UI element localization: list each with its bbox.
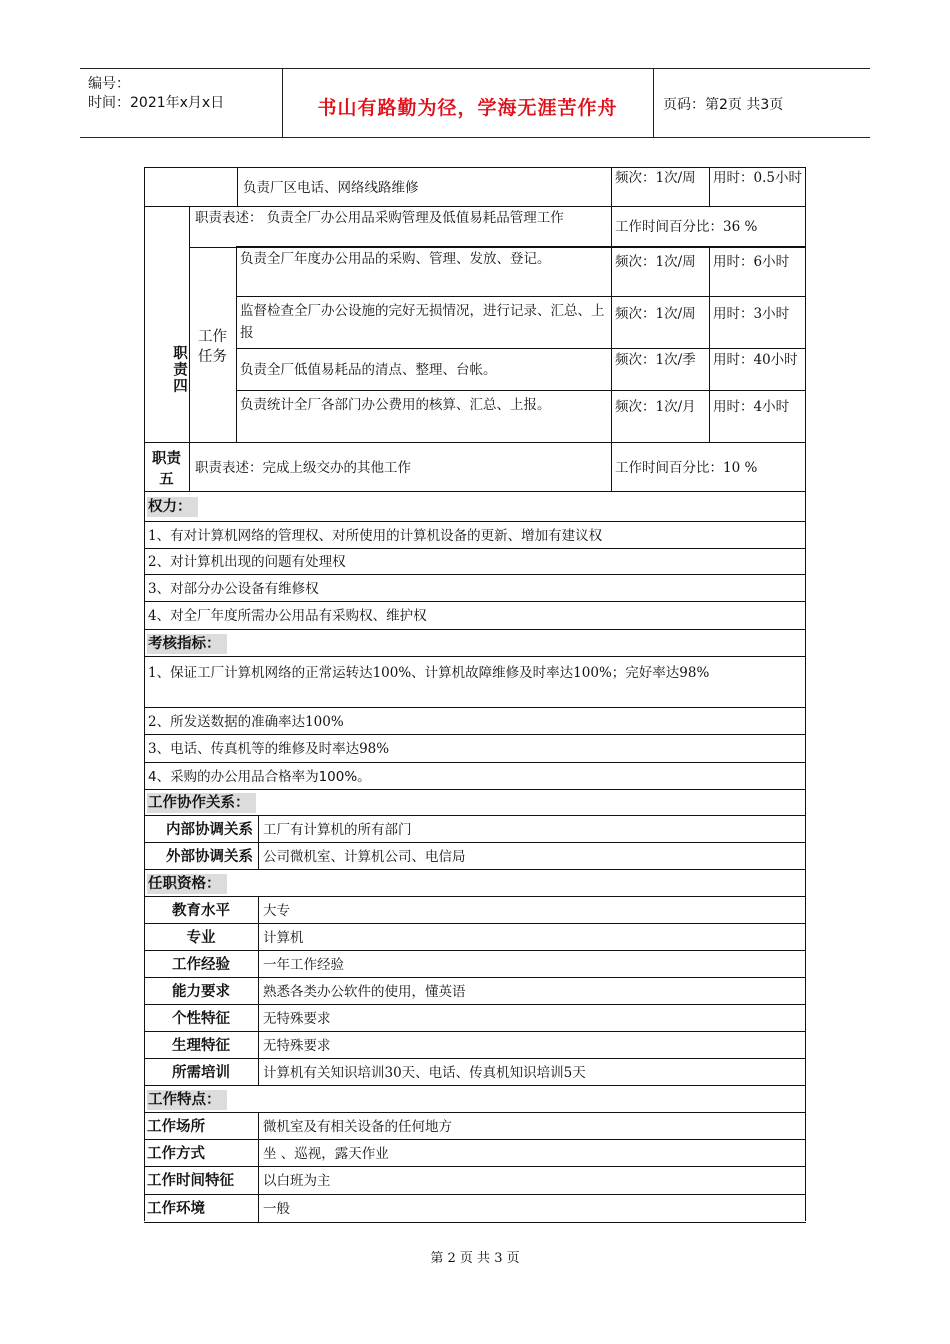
relations-section-header [144, 789, 806, 816]
table-row [144, 896, 806, 924]
kpi-title-text: 考核指标： [147, 634, 227, 654]
power-item-4: 4、对全厂年度所需办公用品有采购权、维护权 [148, 608, 427, 624]
table-row [144, 842, 806, 870]
task-row [237, 296, 806, 349]
page-footer: 第 2 页 共 3 页 [430, 1251, 520, 1266]
task-duration: 用时：40小时 [709, 349, 806, 391]
education-value: 大专 [258, 897, 806, 924]
physical-label: 生理特征 [172, 1037, 230, 1054]
work-mode-value: 坐 、巡视，露天作业 [258, 1140, 806, 1167]
work-environment-label: 工作环境 [147, 1200, 205, 1217]
experience-value: 一年工作经验 [258, 951, 806, 978]
task-text: 负责厂区电话、网络线路维修 [237, 168, 611, 207]
duty-5-label-text: 职责五 [152, 451, 181, 488]
work-task-label [189, 247, 237, 443]
internal-relations-value: 工厂有计算机的所有部门 [258, 816, 806, 843]
task-duration: 用时：3小时 [709, 297, 806, 349]
ability-value: 熟悉各类办公软件的使用，懂英语 [258, 978, 806, 1005]
duty-5-description: 职责表述：完成上级交办的其他工作 [189, 443, 611, 492]
work-task-label-text: 工作任务 [198, 329, 227, 365]
features-title [144, 1086, 806, 1113]
relations-title [144, 790, 806, 816]
task-text: 负责统计全厂各部门办公费用的核算、汇总、上报。 [240, 397, 551, 413]
task-frequency: 频次：1次/季 [611, 349, 709, 391]
document-date-label: 时间：2021年x月x日 [88, 95, 225, 111]
list-item [144, 521, 806, 549]
power-item-1: 1、有对计算机网络的管理权、对所使用的计算机设备的更新、增加有建议权 [148, 527, 603, 544]
table-row [144, 815, 806, 843]
work-mode-label: 工作方式 [147, 1145, 205, 1162]
page-header [80, 68, 870, 138]
table-row [144, 977, 806, 1005]
kpi-item-1: 1、保证工厂计算机网络的正常运转达100%、计算机故障维修及时率达100%；完好率达98% [148, 665, 710, 681]
duty-5-percent: 工作时间百分比：10 % [611, 443, 806, 492]
work-hours-value: 以白班为主 [258, 1167, 806, 1195]
list-item [144, 762, 806, 790]
header-motto: 书山有路勤为径，学海无涯苦作舟 [317, 97, 618, 119]
table-row [144, 1166, 806, 1195]
duty-5-row [144, 442, 806, 492]
duty-4-description: 职责表述： 负责全厂办公用品采购管理及低值易耗品管理工作 [189, 207, 611, 247]
task-row [237, 348, 806, 391]
duty-task-row [144, 167, 806, 207]
personality-value: 无特殊要求 [258, 1005, 806, 1032]
header-page-info: 页码：第2页 共3页 [663, 97, 784, 113]
kpi-title [144, 630, 806, 657]
table-row [144, 1031, 806, 1059]
task-row [237, 246, 806, 297]
table-row [144, 1112, 806, 1140]
workplace-value: 微机室及有相关设备的任何地方 [258, 1113, 806, 1140]
kpi-section-header [144, 629, 806, 657]
duty-4-percent: 工作时间百分比：36 % [611, 207, 806, 247]
table-row [144, 950, 806, 978]
power-item-3: 3、对部分办公设备有维修权 [148, 580, 319, 597]
training-value: 计算机有关知识培训30天、电话、传真机知识培训5天 [258, 1059, 806, 1086]
ability-label: 能力要求 [172, 983, 230, 1000]
duty-4-label: 职责四 [171, 345, 187, 395]
table-row [144, 1194, 806, 1223]
list-item [144, 734, 806, 763]
task-row [237, 390, 806, 443]
training-label: 所需培训 [172, 1064, 230, 1081]
kpi-item-4: 4、采购的办公用品合格率为100%。 [148, 768, 371, 785]
workplace-label: 工作场所 [147, 1118, 205, 1135]
task-text: 负责全厂年度办公用品的采购、管理、发放、登记。 [240, 251, 551, 267]
power-title-text: 权力： [147, 497, 198, 517]
power-item-2: 2、对计算机出现的问题有处理权 [148, 554, 346, 570]
kpi-item-3: 3、电话、传真机等的维修及时率达98% [148, 741, 390, 757]
personality-label: 个性特征 [172, 1010, 230, 1027]
duty-5-label [144, 443, 189, 492]
qualifications-title [144, 870, 806, 897]
list-item [144, 601, 806, 630]
list-item [144, 548, 806, 575]
qualifications-title-text: 任职资格： [147, 874, 227, 894]
document-number-label: 编号： [88, 76, 130, 92]
task-duration: 用时：6小时 [709, 247, 806, 297]
table-row [144, 1139, 806, 1167]
features-section-header [144, 1085, 806, 1113]
education-label: 教育水平 [172, 902, 230, 919]
kpi-item-2: 2、所发送数据的准确率达100% [148, 713, 344, 730]
task-duration: 用时：4小时 [709, 391, 806, 443]
task-text: 负责全厂低值易耗品的清点、整理、台帐。 [240, 362, 497, 378]
list-item [144, 656, 806, 708]
external-relations-label: 外部协调关系 [166, 848, 253, 865]
power-section-header [144, 491, 806, 522]
work-environment-value: 一般 [258, 1195, 806, 1222]
header-divider [653, 69, 654, 137]
task-frequency: 频次：1次/周 [611, 168, 709, 207]
task-frequency: 频次：1次/周 [611, 247, 709, 297]
list-item [144, 707, 806, 735]
task-text: 监督检查全厂办公设施的完好无损情况，进行记录、汇总、上报 [240, 303, 605, 341]
external-relations-value: 公司微机室、计算机公司、电信局 [258, 843, 806, 870]
experience-label: 工作经验 [172, 956, 230, 973]
qualifications-section-header [144, 869, 806, 897]
table-row [144, 1004, 806, 1032]
work-hours-label: 工作时间特征 [147, 1173, 234, 1189]
list-item [144, 574, 806, 602]
major-value: 计算机 [258, 924, 806, 951]
task-frequency: 频次：1次/月 [611, 391, 709, 443]
table-row [144, 1058, 806, 1086]
task-frequency: 频次：1次/周 [611, 297, 709, 349]
table-row [144, 923, 806, 951]
major-label: 专业 [186, 929, 216, 946]
relations-title-text: 工作协作关系： [147, 793, 256, 813]
task-duration: 用时：0.5小时 [709, 168, 806, 207]
physical-value: 无特殊要求 [258, 1032, 806, 1059]
internal-relations-label: 内部协调关系 [166, 821, 253, 838]
features-title-text: 工作特点： [147, 1090, 227, 1110]
power-title [144, 492, 806, 522]
